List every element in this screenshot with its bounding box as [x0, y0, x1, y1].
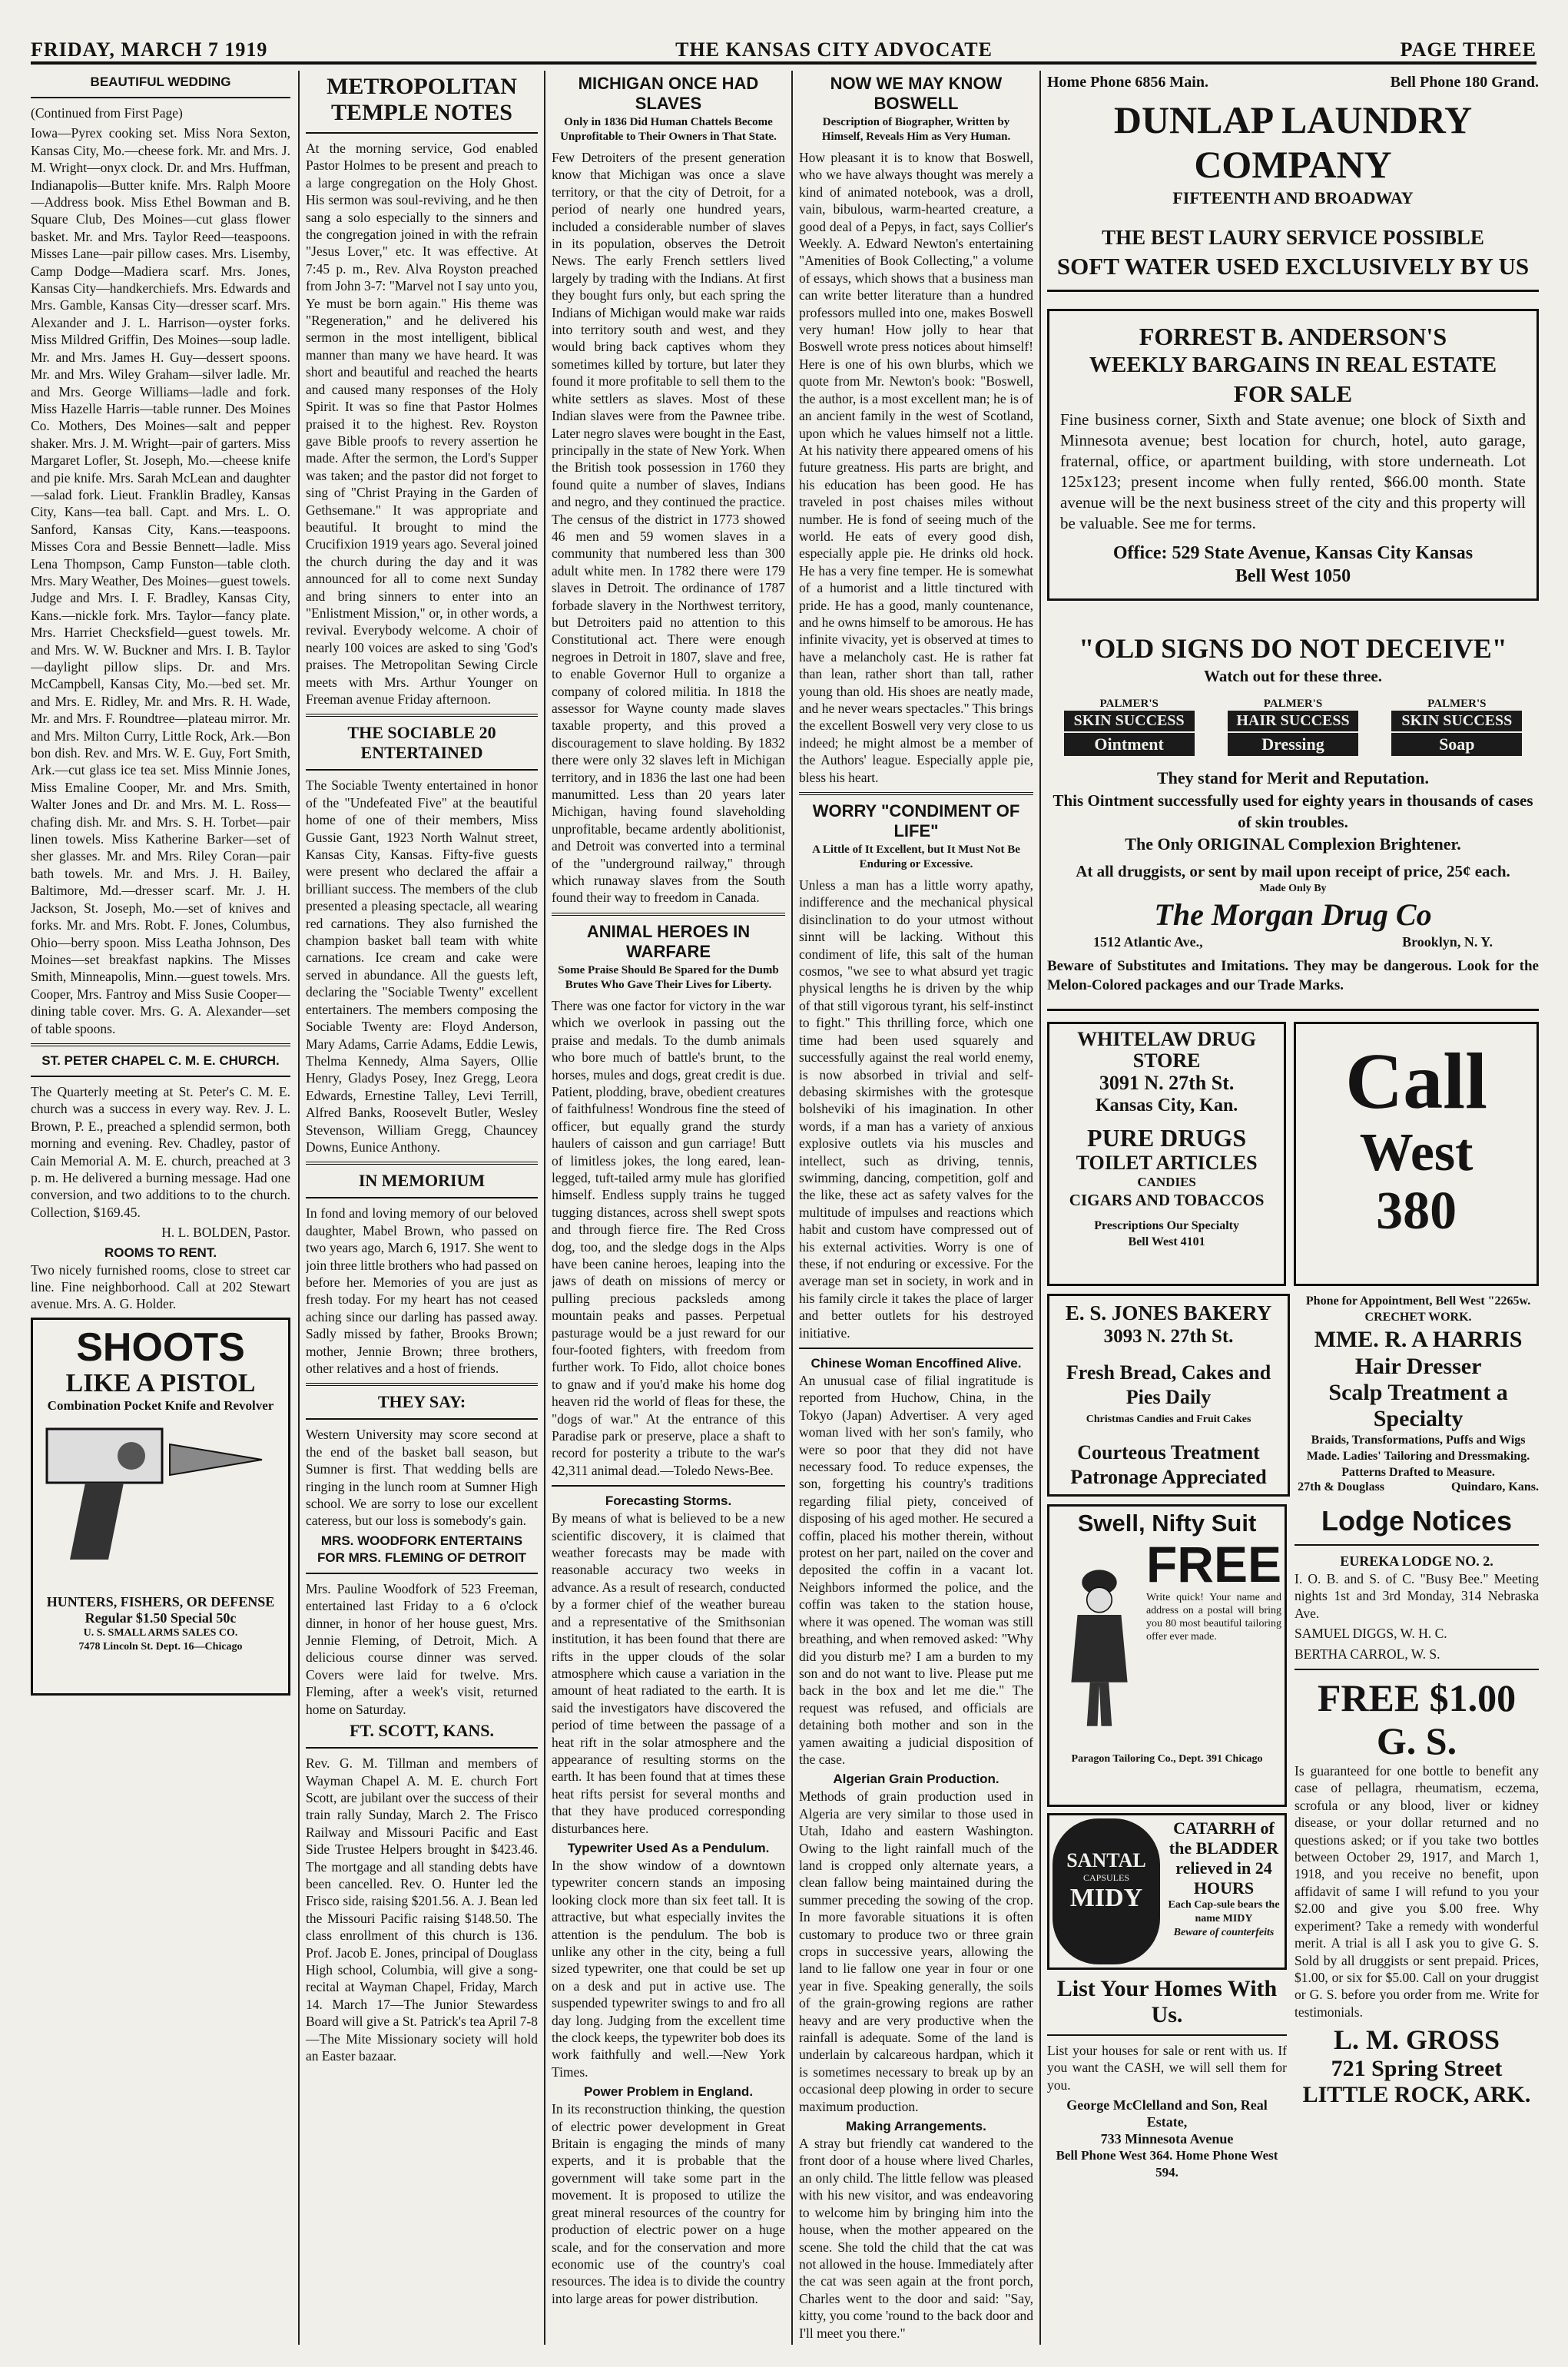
bakery-christmas: Christmas Candies and Fruit Cakes [1086, 1414, 1251, 1425]
forrest-listing: Fine business corner, Sixth and State avenue; one block of Sixth and Minnesota avenue; best location for church, hotel, auto garage, fraternal, office, or apartment building, with store underneath. Lot 125x123; present income when fully rented, $66.00 month. State avenue will be the next business street of the city and this property will be valuable. See me for terms. [1060, 410, 1526, 532]
rooms-ad: Two nicely furnished rooms, close to street car line. Fine neighborhood. Call at 202 Stewart avenue. Mrs. A. G. Holder. [31, 1261, 290, 1312]
slaves-heading: MICHIGAN ONCE HAD SLAVES [578, 74, 759, 113]
memoriam-article: In fond and loving memory of our beloved daughter, Mabel Brown, who passed on two years ago, March 6, 1917. She went to join three little brothers who had passed on before her. Memories of you are just as fresh today. For my heart has not ceased aching since our darling has passed away. Sadly missed by father, Brooks Brown; mother, Jennie Brown; three brothers, other relatives and a host of friends. [306, 1205, 538, 1376]
metropolitan-article: At the morning service, God enabled Pastor Holmes to be present and preach to a large congregation on the Holy Ghost. His sermon was soul-reviving, and he then sang a solo especially to the sinners and the congregation joined in with the refrain "Jesus Lover," etc. It was effective. At 7:45 p. m., Rev. Alva Royston preached from John 3-7: "Marvel not I say unto you, Ye must be born again." His theme was "Regeneration," and he delivered his sermon in the most intelligent, biblical manner than many we have heard. It was short and beautiful and reached the hearts and caused many responses of the Holy Spirit. It was so fine that Pastor Holmes praised it to the highest. Rev. Royston gave Bible proofs to revery assertion he made. After the sermon, the Lord's Supper was taken; and the pastor did not forget to sing of "Christ Praying in the Garden of Gethsemane." It was appropriate and beautiful. It brought to mind the Crucifixion 1919 years ago. Several joined the church during the day and it was announced for all to come next Sunday and bring sinners to enter into an "Enlistment Mission," or, in other words, a revival. Everybody welcome. A choir of nearly 100 voices are asked to sing 'God's praises. The Metropolitan Sewing Circle meets with Mrs. Arthur Younger on Freeman avenue Friday afternoon. [306, 141, 538, 707]
column-rule [791, 71, 793, 2345]
forrest-anderson-ad [1047, 309, 1539, 601]
harris-name: MME. R. A HARRIS [1314, 1327, 1523, 1352]
palmer-merit: They stand for Merit and Reputation. [1156, 768, 1430, 787]
masthead [31, 34, 1537, 65]
column-3 [552, 74, 785, 2348]
wedding-gift-list: Iowa—Pyrex cooking set. Miss Nora Sexton, Kansas City, Mo.—cheese fork. Mr. and Mrs. J. M. Wright—onyx clock. Dr. and Mrs. Huffman, Indianapolis—Butter knife. Mrs. Ralph Moore—Address book. Miss Ethel Bowman and B. Square Club, Des Moines—cut glass flower basket. Mr. and Mrs. Taylor Reed—teaspoons. Misses Lane—pair pillow cases. Mrs. Lisemby, Camp Dodge—Madiera scarf. Mrs. Jones, Kansas City—handkerchiefs. Mrs. Edwards and Mrs. Gamble, Kansas City—dresser scarf. Mrs. Alexander and J. L. Harrison—oyster forks. Miss Mildred Griffin, Des Moines—soup ladle. Mr. and Mrs. James H. Guy—dessert spoons. Mr. and Mrs. Wiley Graham—silver ladle. Mr. and Mrs. George Williams—ladle and fork. Miss Hazelle Harris—table runner. Des Moines Co. Mothers, Des Moines—salt and pepper shaker. Mrs. J. M. Wright—pair of garters. Miss Margaret Lofler, St. Joseph, Mo.—cheese knife and pie knife. Mrs. Sarah McLean and daughter—salad fork. Lieut. Franklin Bradley, Kansas City, Kans—tea ball. Capt. and Mrs. L. O. Sanford, Kansas City, Kans.—teaspoons. Misses Cora and Bessie Bennett—ladle. Miss Lena Thompson, Camp Funston—table cloth. Mrs. Mary Weather, Des Moines—guest towels. Judge and Mrs. I. F. Bradley, Kansas City, Kans.—nickle fork. Mrs. Taylor—fancy plate. Mrs. Harriet Checksfield—guest towels. Mr. and Mrs. W. W. Buckner and Mrs. I. B. Taylor—daylight pillow slips. Dr. and Mrs. McCampbell, Kansas City, Mo.—bed set. Mr. and Mrs. E. Ridley, Mr. and Mrs. R. H. Wade, Mr. and Mrs. F. Roundtree—plateau mirror. Mr. and Mrs. Milton Curry, Little Rock, Ark.—Bon bon dish. Rev. and Mrs. W. E. Guy, Fort Smith, Ark.—cut glass ice tea set. Miss Minnie Jones, Miss Emaline Cooper, Mr. and Mrs. Smith, Walter Jones and Dr. and Mrs. M. L. Ross—chafing dish. Mr. and Mrs. S. H. Torbet—pair linen towels. Miss Katherine Barker—set of sher glasses. Mr. and Mrs. Riley Coran—pair bath towels. Mr. and Mrs. J. H. Bailey, Baltimore, Md.—dresser scarf. Mr. J. H. Jackson, St. Joseph, Mo.—set of knives and forks. Mr. and Mrs. Robt. F. Jones, Columbus, Ohio—berry spoon. Miss Leatha Johnson, Des Moines—set breakfast napkins. The Misses Smith, Minneapolis, Minn.—guest towels. Mrs. Cooper, Mrs. Fantroy and Miss Susie Cooper—dining table cover. Mrs. G. A. Alexander—set of table spoons. [31, 125, 290, 1036]
call-number: 380 [1376, 1182, 1457, 1241]
whitelaw-phone: Bell West 4101 [1128, 1235, 1205, 1248]
chapel-article: The Quarterly meeting at St. Peter's C. M. E. church was a success in every way. Rev. J. L. Brown, P. E., preached a splendid sermon, both morning and evening. Rev. Chadley, pastor of Cain Memorial A. M. E. church, preached at 3 p. m. He delivered a burning message. Had one conversion, and two additions to to the church. Collection, $169.45. [31, 1083, 290, 1220]
shoots-subheadline: LIKE A PISTOL [65, 1368, 256, 1397]
dunlap-phone-bell: Bell Phone 180 Grand. [1390, 74, 1539, 91]
chinese-article: An unusual case of filial ingratitude is reported from Huchow, China, in the Tokyo (Japan) Advertiser. A very aged woman lived with her son's family, who were so poor that they did not have necessary food. To reduce expenses, the son, forgetting his country's traditions regarding filial piety, conceived of disposing of his aged mother. He secured a coffin, placed his mother therein, without protest on her part, nailed on the cover and deposited the coffin in a vacant lot. Neighbors informed the police, and the coffin was taken to the station house, where it was opened. The woman was still breathing, and when removed asked: "Why did you disturb me? I am a burden to my son and do not want to live. Please put me back in the box and let me die." The request was refused, and officials are detaining both mother and son in the yamen awaiting a judicial disposition of the case. [799, 1373, 1033, 1767]
algeria-article: Methods of grain production used in Algeria are very similar to those used in Utah, Idaho and eastern Washington. Owing to the light rainfall much of the land is cropped only alternate years, a clean fallow being maintained during the summer preceding the sowing of the crop. In more favorable situations it is often customary to produce two or three grain crops in successive years, allowing the land to lie fallow one year in four or one year in five. Speaking generally, the soils of the grain-growing regions are rather heavy and are very productive when the rainfall is adequate. Some of the land is underlain by calcareous hardpan, which it is sometimes necessary to break up by an occasional deep plowing in order to secure maximum production. [799, 1789, 1033, 2114]
suit-headline: Swell, Nifty Suit [1077, 1510, 1257, 1537]
lodge-officer-2: BERTHA CARROL, W. S. [1295, 1646, 1440, 1662]
lodge-heading: Lodge Notices [1321, 1505, 1513, 1537]
homes-address: 733 Minnesota Avenue [1100, 2131, 1234, 2147]
palmer-labels [1047, 698, 1539, 756]
whitelaw-pure-drugs: PURE DRUGS [1087, 1124, 1247, 1152]
chinese-heading: Chinese Woman Encoffined Alive. [811, 1356, 1022, 1371]
santal-name-note: Each Cap-sule bears the name MIDY [1168, 1899, 1280, 1924]
heroes-subheading: Some Praise Should Be Spared for the Dumb Brutes Who Gave Their Lives for Liberty. [558, 963, 779, 991]
dunlap-phone-home: Home Phone 6856 Main. [1047, 74, 1208, 91]
harris-crochet: CRECHET WORK. [1364, 1311, 1472, 1324]
bakery-harris-row [1047, 1294, 1539, 1497]
column-rule [298, 71, 300, 2345]
shoots-product: Combination Pocket Knife and Revolver [47, 1397, 274, 1413]
homes-phones: Bell Phone West 364. Home Phone West 594. [1056, 2148, 1278, 2180]
wedding-heading: BEAUTIFUL WEDDING [90, 75, 231, 89]
harris-hairdresser-ad [1298, 1294, 1539, 1497]
palmer-hair-label: PALMER'S HAIR SUCCESS Dressing [1228, 698, 1358, 756]
gs-seller: L. M. GROSS [1333, 2024, 1500, 2056]
metropolitan-heading: METROPOLITAN TEMPLE NOTES [327, 74, 517, 125]
palmer-original: The Only ORIGINAL Complexion Brightener. [1125, 834, 1461, 854]
woodfork-article: Mrs. Pauline Woodfork of 523 Freeman, entertained last Friday to a 6 o'clock dinner, in honor of her house guest, Mrs. Jennie Fleming, of Detroit, Mich. A delicious course dinner was served. Covers were laid for twelve. Mrs. Fleming, after a week's visit, returned home on Saturday. [306, 1580, 538, 1717]
harris-city: Quindaro, Kans. [1451, 1480, 1539, 1493]
algeria-heading: Algerian Grain Production. [833, 1772, 999, 1787]
man-in-suit-illustration [1053, 1537, 1146, 1752]
shoots-company: U. S. SMALL ARMS SALES CO. [83, 1626, 238, 1639]
whitelaw-city: Kansas City, Kan. [1095, 1096, 1238, 1116]
storms-heading: Forecasting Storms. [605, 1493, 732, 1509]
masthead-page: PAGE THREE [1400, 38, 1537, 61]
whitelaw-cigars: CIGARS AND TOBACCOS [1069, 1191, 1265, 1209]
call-word: Call [1345, 1037, 1488, 1125]
palmer-city: Brooklyn, N. Y. [1402, 934, 1493, 950]
sociable-article: The Sociable Twenty entertained in honor of the "Undefeated Five" at the beautiful home of one of their members, Miss Gussie Gant, 1923 North Walnut street, Kansas City, Kansas. Fifty-five guests were present who declared the affair a brilliant success. The members of the club presented a pleasing spectacle, all wearing red carnations. They also furnished the champion basket ball team with white carnations. Ice cream and cake were served in abundance. All the guests left, declaring the "Sociable Twenty" excellent entertainers. The members composing the Sociable Twenty are: Floyd Anderson, Mary Adams, Carrie Adams, Eddie Lewis, Thelma Kennedy, Alma Sayers, Ollie Henry, Gladys Posey, Inez Gregg, Leora Edwards, Ernestine Talley, Levi Terrill, Alfred Banks, Roosevelt Butler, Wesley Stevenson, William Gregg, Chauncey Downs, Eunice Anthony. [306, 777, 538, 1155]
whitelaw-toilet: TOILET ARTICLES [1076, 1152, 1258, 1174]
santal-beware: Beware of counterfeits [1173, 1927, 1275, 1938]
santal-capsule-logo: SANTAL CAPSULES MIDY [1053, 1818, 1160, 1964]
whitelaw-candies: CANDIES [1137, 1175, 1196, 1189]
slaves-subheading: Only in 1836 Did Human Chattels Become Unprofitable to Their Owners in That State. [560, 116, 777, 143]
gs-name: G. S. [1376, 1719, 1457, 1763]
forrest-phone: Bell West 1050 [1235, 566, 1351, 586]
dunlap-company: COMPANY [1194, 143, 1392, 186]
forrest-name: FORREST B. ANDERSON'S [1139, 323, 1447, 350]
harris-location: 27th & Douglass [1298, 1480, 1385, 1493]
pistol-knife-illustration [39, 1414, 277, 1590]
whitelaw-prescriptions: Prescriptions Our Specialty [1094, 1219, 1239, 1232]
column-rule [544, 71, 545, 2345]
forrest-office: Office: 529 State Avenue, Kansas City Kansas [1112, 543, 1474, 563]
column-4 [799, 74, 1033, 2348]
arrangements-heading: Making Arrangements. [846, 2119, 986, 2134]
chapel-heading: ST. PETER CHAPEL C. M. E. CHURCH. [41, 1053, 280, 1068]
woodfork-heading: MRS. WOODFORK ENTERTAINS FOR MRS. FLEMING OF DETROIT [317, 1533, 526, 1565]
santal-midy-ad [1047, 1813, 1287, 1970]
storms-article: By means of what is believed to be a new scientific discovery, it is claimed that weather forecasts may be made with reasonable accuracy two weeks in advance. As a result of research, conducted by a former chief of the weather bureau and a representative of the Smithsonian institution, it has been found that there are rifts in the upper clouds of the solar atmosphere which cause a variation in the amount of heat radiated to the earth. It is said the investigators have discovered the period of time between the passage of a heat rift in the solar atmosphere and the appearance of resulting storms on the earth. It has been found that at times these heat rifts persist for several months and that they have produced corresponding disturbances here. [552, 1510, 785, 1836]
forrest-for-sale: FOR SALE [1233, 380, 1353, 407]
bakery-address: 3093 N. 27th St. [1103, 1326, 1234, 1347]
bakery-courteous: Courteous Treatment Patronage Appreciated [1070, 1441, 1267, 1488]
harris-title: Hair Dresser [1354, 1354, 1482, 1379]
harris-specialty: Scalp Treatment a Specialty [1328, 1380, 1508, 1431]
drugstore-row [1047, 1022, 1539, 1286]
homes-company: George McClelland and Son, Real Estate, [1066, 2097, 1268, 2130]
shoots-ad [31, 1318, 290, 1696]
power-heading: Power Problem in England. [583, 2084, 754, 2100]
homes-headline: List Your Homes With Us. [1056, 1976, 1278, 2027]
chapel-signature: H. L. BOLDEN, Pastor. [161, 1225, 290, 1241]
wedding-continued: (Continued from First Page) [31, 105, 183, 121]
lodge-meeting: I. O. B. and S. of C. "Busy Bee." Meeting nights 1st and 3rd Monday, 314 Nebraska Ave. [1295, 1571, 1539, 1621]
right-ad-stack [1295, 1504, 1539, 2181]
lodge-name: EUREKA LODGE NO. 2. [1340, 1553, 1493, 1569]
gs-free-headline: FREE $1.00 [1317, 1676, 1517, 1720]
palmer-ointment-label: PALMER'S SKIN SUCCESS Ointment [1064, 698, 1195, 756]
fortscott-heading: FT. SCOTT, KANS. [349, 1721, 495, 1741]
worry-heading: WORRY "CONDIMENT OF LIFE" [812, 801, 1020, 841]
column-1 [31, 74, 290, 2348]
call-west-ad [1294, 1022, 1539, 1286]
shoots-address: 7478 Lincoln St. Dept. 16—Chicago [78, 1640, 243, 1653]
shoots-uses: HUNTERS, FISHERS, OR DEFENSE [46, 1593, 275, 1609]
column-2 [306, 74, 538, 2348]
dunlap-laundry-ad [1047, 74, 1539, 292]
gs-street: 721 Spring Street [1331, 2056, 1503, 2082]
palmer-headline: "OLD SIGNS DO NOT DECEIVE" [1079, 633, 1507, 664]
lodge-officer-1: SAMUEL DIGGS, W. H. C. [1295, 1626, 1447, 1642]
memoriam-heading: IN MEMORIUM [358, 1171, 486, 1191]
bakery-fresh: Fresh Bread, Cakes and Pies Daily [1066, 1361, 1271, 1408]
palmer-ad [1047, 632, 1539, 1011]
jones-bakery-ad [1047, 1294, 1290, 1497]
shoots-price: Regular $1.50 Special 50c [85, 1609, 237, 1626]
gs-city: LITTLE ROCK, ARK. [1302, 2082, 1531, 2108]
dunlap-slogan-2: SOFT WATER USED EXCLUSIVELY BY US [1056, 253, 1530, 280]
whitelaw-drug-ad [1047, 1022, 1286, 1286]
sociable-heading: THE SOCIABLE 20 ENTERTAINED [347, 723, 496, 763]
suit-offer: Write quick! Your name and address on a postal will bring you 80 most beautiful tailoring offer ever made. [1145, 1592, 1281, 1643]
suit-lodge-row [1047, 1504, 1539, 2181]
palmer-beware: Beware of Substitutes and Imitations. They may be dangerous. Look for the Melon-Colored packages and our Trade Marks. [1047, 958, 1539, 993]
theysay-heading: THEY SAY: [377, 1392, 466, 1412]
heroes-heading: ANIMAL HEROES IN WARFARE [586, 921, 751, 961]
call-west: West [1359, 1123, 1474, 1182]
suit-company: Paragon Tailoring Co., Dept. 391 Chicago [1071, 1753, 1263, 1765]
rooms-heading: ROOMS TO RENT. [104, 1245, 217, 1260]
homes-offer: List your houses for sale or rent with us. If you want the CASH, we will sell them for you. [1047, 2043, 1287, 2093]
typewriter-heading: Typewriter Used As a Pendulum. [567, 1840, 770, 1855]
palmer-price: At all druggists, or sent by mail upon receipt of price, 25¢ each. [1076, 862, 1510, 880]
slaves-article: Few Detroiters of the present generation know that Michigan was once a slave territory, or that the city of Detroit, for a period of nearly one hundred years, included a considerable number of slaves in its population, observes the Detroit News. The early French settlers lived largely by trading with the Indians. At first they bought furs only, but each spring the Indians of Michigan would make war raids into territory south and west, and they would bring back captives whom they sometimes killed by torture, but later they found it more profitable to sell them to the white settlers as slaves. Most of these Indian slaves were from the Pawnee tribe. Later negro slaves were bought in the East, principally in the state of New York. When the British took possession in 1760 they found quite a number of slaves, Indians and negro, and they continued the practice. The census of the district in 1773 showed 46 men and 59 women slaves in a community that numbered less than 300 adult white men. In 1782 there were 179 slaves in Detroit. The ordinance of 1787 forbade slavery in the Northwest territory, but Detroiters paid no attention to this Constitutional act. There were enough negroes in Detroit in 1807, slave and free, to enable Governor Hull to organize a company of colored militia. In 1818 the assessor for Wayne county made slaves taxable property, and this proved a discouragement to slave holding. By 1832 there were only 32 slaves left in Michigan territory, and in 1836 the last one had been manumitted. Less than 20 years later Michigan, having found slaveholding unprofitable, became ardently abolitionist, and Detroit was converted into a terminal of the "underground railway," through which runaway slaves from the South found their way to freedom in Canada. [552, 150, 785, 906]
column-5-ads [1047, 74, 1539, 2348]
suit-free: FREE [1145, 1536, 1281, 1593]
worry-article: Unless a man has a little worry apathy, indifference and the mechanical physical disinclination to do your utmost without sinnt will be lacking. Without this condiment of life, this salt of the human cosmos, "we see to what absurd yet tragic physical lengths he is driven by the whip of that still vigorous tyrant, his self-instinct to fight." This thrilling force, which one time had been used squarely and successfully against the real world enemy, is now absorbed in trivial and self-debasing skirmishes with the grotesque bolsheviki of his imagination. In other words, if a man has a variety of anxious explosive outlets via his muscles and intellect, such as driving, tennis, swimming, dancing, competition, golf and the like, these act as safety valves for the multitude of impulses and reactions which habit and custom have compressed out of his external activities. Worry is one of these, if not enduring or excessive. For the average man set in society, in work and in his family circle it takes the place of larger and better outlets for his destroyed initiative. [799, 877, 1033, 1341]
boswell-article: How pleasant it is to know that Boswell, who we have always thought was merely a kind of animated notebook, was a droll, vain, bibulous, warm-hearted creature, a good deal of a Pepys, in fact, says Collier's Weekly. A. Edward Newton's entertaining "Amenities of Book Collecting," a volume of essays, which shows that a business man can write better literature than a hundred professors mulled into one, makes Boswell very human! How jolly to hear that Boswell wrote press notices about himself! Here is one of his own blurbs, which we quote from Mr. Newton's book: "Boswell, the author, is a most excellent man; he is of an ancient family in the west of Scotland, upon which he values himself not a little. At his nativity there appeared omens of his future greatness. His parts are bright, and his education has been good. He has traveled in post chaises miles without number. He is fond of seeing much of the world. He eats of every good dish, especially apple pie. He drinks old hock. He has a very fine temper. He is somewhat of a humorist and a little tinctured with pride. He has a good, manly countenance, and he owns himself to be amorous. He has infinite vivacity, yet is observed at times to have a melancholy cast. He is rather fat than lean, rather short than tall, rather young than old. His shoes are neatly made, and he never wears spectacles." This brings the excellent Boswell very very close to us indeed; he might almost be a member of the Authors' league. Especially apple pie, bless his heart. [799, 150, 1033, 785]
palmer-soap-label: PALMER'S SKIN SUCCESS Soap [1391, 698, 1522, 756]
masthead-paper: THE KANSAS CITY ADVOCATE [675, 38, 993, 61]
whitelaw-street: 3091 N. 27th St. [1099, 1072, 1235, 1094]
palmer-watch: Watch out for these three. [1204, 667, 1382, 685]
list-homes-ad [1047, 1976, 1287, 2181]
harris-phone: Phone for Appointment, Bell West "2265w. [1305, 1295, 1531, 1308]
suit-free-ad [1047, 1504, 1287, 1807]
boswell-heading: NOW WE MAY KNOW BOSWELL [830, 74, 1003, 113]
dunlap-name: DUNLAP LAUNDRY [1113, 98, 1473, 141]
palmer-address: 1512 Atlantic Ave., [1093, 934, 1203, 950]
whitelaw-name: WHITELAW DRUG STORE [1077, 1028, 1257, 1072]
dunlap-address: FIFTEENTH AND BROADWAY [1172, 188, 1414, 207]
column-rule [1039, 71, 1041, 2345]
gs-guarantee: Is guaranteed for one bottle to benefit any case of pellagra, rheumatism, eczema, scrofula or any blood, liver or kidney disease, or your dollar returned and no questions asked; or if you take two bottles between October 29, 1917, and March 1, 1918, and you receive no benefit, upon affidavit of same I will refund to you your $2.00 and give you $.00 free. Why experiment? Take a remedy with wonderful merit. A trial is all I ask you to give G. S. Sold by all druggists or sent prepaid. Prices, $1.00, or six for $5.00. Call on your druggist or G. S. before you order from me. Write for testimonials. [1295, 1763, 1539, 2020]
boswell-subheading: Description of Biographer, Written by Himself, Reveals Him as Very Human. [821, 116, 1011, 143]
palmer-made-by: Made Only By [1259, 883, 1327, 894]
worry-subheading: A Little of It Excellent, but It Must Not Be Enduring or Excessive. [812, 844, 1020, 871]
heroes-article: There was one factor for victory in the war which we overlook in passing out the praise and medals. To the dumb animals who bore much of battle's brunt, to the horses, mules and dogs, great credit is due. Patient, plodding, brave, obedient creatures of faithfulness! Wondrous fine the steed of officer, but equally grand the sturdy haulers of caisson and gun carriage! Butt of limitless jokes, the long eared, lean-legged, tuft-tailed army mule has glorified himself. Endless supply trains he tugged tugging distances, across shell swept spots and through fierce fire. The Red Cross dog, too, and the sledge dogs in the Alps have been canine heroes, leaping into the jaws of death on missions of mercy or pulling precious packsleds among mountain peaks and passes. Perpetual pasturage would be a just reward for our four-footed fighters, with freedom from further work. To Fido, allot choice bones to gnaw and if you'd make his home dog heaven rid the world of fleas for these, the "dogs of war." At the entrance of this Paradise park or preserve, place a shaft to record for posterity a tribute to the war's 42,311 animal dead.—Toledo News-Bee. [552, 997, 785, 1478]
dunlap-slogan-1: THE BEST LAURY SERVICE POSSIBLE [1102, 226, 1484, 249]
bakery-name: E. S. JONES BAKERY [1065, 1301, 1272, 1324]
arrangements-article: A stray but friendly cat wandered to the front door of a house where lived Charles, an only child. The little fellow was pleased with his new visitor, and was endeavoring to welcome him by bringing him into the house, when the mother appeared on the scene. She told the child that the cat was not allowed in the house. Immediately after the cat was seen again at the front porch, Charles went to the door and said: "Say, kitty, you come 'round to the back door and I'll meet you there." [799, 2136, 1033, 2341]
palmer-claim: This Ointment successfully used for eighty years in thousands of cases of skin troubles. [1053, 791, 1533, 831]
santal-claim: CATARRH of the BLADDER relieved in 24 HOURS [1169, 1818, 1279, 1898]
theysay-article: Western University may score second at the end of the basket ball season, but Sumner is first. That wedding bells are ringing in the lunch room at Sumner High school. We are sorry to lose our excellent cateress, but our loss is somebody's gain. [306, 1427, 538, 1529]
masthead-date: FRIDAY, MARCH 7 1919 [31, 38, 268, 61]
harris-services: Braids, Transformations, Puffs and Wigs Made. Ladies' Tailoring and Dressmaking. Patterns Drafted to Measure. [1306, 1434, 1530, 1479]
palmer-maker-logo: The Morgan Drug Co [1154, 897, 1432, 932]
typewriter-article: In the show window of a downtown typewriter concern stands an imposing looking clock more than six feet tall. It is attractive, but what especially invites the attention is the pendulum. The bob is unlike any other in the city, being a full sized typewriter, one that could be set up on a desk and put in active use. The suspended typewriter swings to and fro all day long. Judging from the excellent time the clock keeps, the typewriter bob does its work faithfully and well.—New York Times. [552, 1857, 785, 2080]
shoots-headline: SHOOTS [76, 1324, 245, 1370]
left-ad-stack [1047, 1504, 1287, 2181]
forrest-bargains: WEEKLY BARGAINS IN REAL ESTATE [1089, 353, 1497, 377]
fortscott-article: Rev. G. M. Tillman and members of Wayman Chapel A. M. E. church Fort Scott, are jubilant over the success of their train rally Sunday, March 2. The Frisco Railway and Missouri Pacific and East Side Trustee Helpers brought in $423.46. The mortgage and all standing debts have been cancelled. Rev. O. Hunter led the Frisco side, raising $201.56. A. J. Bean led the Missouri Pacific raising $148.50. The class enrollment of this church is 136. Prof. Jacob E. Jones, principal of Douglass High school, Columbia, will give a song-recital at Wayman Chapel, Friday, March 14. March 17—The Junior Stewardess Board will give a St. Patrick's tea April 7-8—The Mite Missionary society will hold an Easter bazaar. [306, 1755, 538, 2064]
power-article: In its reconstruction thinking, the question of electric power development in Great Britain is engaging the minds of many experts, and it is probable that the government will take some part in the movement. It is proposed to utilize the great mineral resources of the country for production of electric power on a huge scale, and for the conservation and more economic use of the country's coal resources. The idea is to divide the country into large areas for power distribution. [552, 2101, 785, 2306]
